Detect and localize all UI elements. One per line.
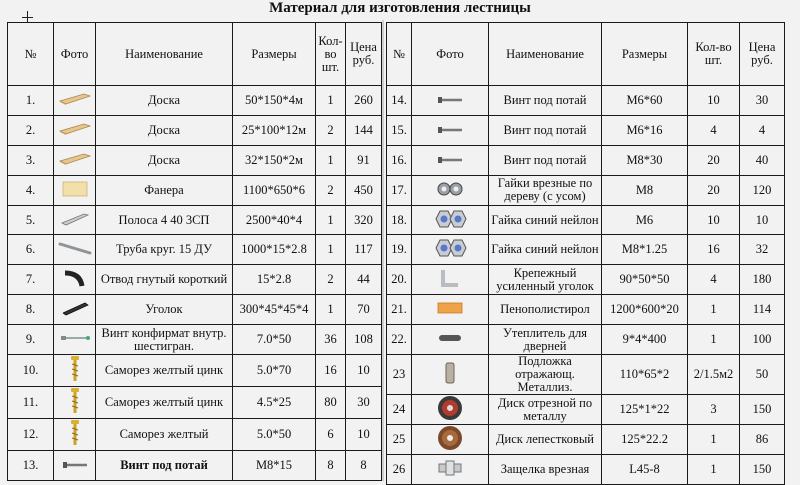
row-number: 12. (8, 419, 54, 451)
nylon-nut-icon (432, 208, 468, 233)
table-row (387, 265, 785, 295)
row-name: Гайка синий нейлон (489, 235, 602, 265)
yellow-screw-icon (68, 387, 82, 418)
row-photo (412, 295, 489, 325)
row-photo (54, 115, 96, 145)
table-row (387, 355, 785, 395)
row-name: Винт под потай (489, 145, 602, 175)
row-number: 15. (387, 115, 412, 145)
table-row (387, 235, 785, 265)
row-number: 14. (387, 86, 412, 116)
row-name: Винт под потай (96, 451, 233, 481)
row-qty: 4 (688, 115, 740, 145)
row-photo (54, 145, 96, 175)
row-name: Саморез желтый цинк (96, 355, 233, 387)
row-number: 13. (8, 451, 54, 481)
row-qty: 20 (688, 145, 740, 175)
row-photo (412, 355, 489, 395)
bolt-icon (436, 124, 464, 137)
row-number: 19. (387, 235, 412, 265)
table-row (8, 325, 382, 355)
row-number: 22. (387, 325, 412, 355)
row-price: 32 (740, 235, 785, 265)
row-price: 40 (740, 145, 785, 175)
wood-board-icon (58, 152, 92, 169)
row-size: L45-8 (602, 455, 688, 485)
row-name: Гайка синий нейлон (489, 205, 602, 235)
header-size: Размеры (233, 23, 316, 86)
latch-icon (436, 459, 464, 480)
yellow-screw-icon (68, 419, 82, 450)
row-qty: 16 (688, 235, 740, 265)
row-price: 150 (740, 395, 785, 425)
row-size: 110*65*2 (602, 355, 688, 395)
row-number: 20. (387, 265, 412, 295)
table-row (8, 387, 382, 419)
header-photo: Фото (412, 23, 489, 86)
table-row (387, 86, 785, 116)
table-row (387, 325, 785, 355)
row-number: 18. (387, 205, 412, 235)
row-size: 32*150*2м (233, 145, 316, 175)
table-row (8, 145, 382, 175)
row-photo (412, 265, 489, 295)
row-name: Отвод гнутый короткий (96, 265, 233, 295)
steel-strip-icon (60, 212, 90, 229)
row-name: Гайки врезные по дереву (с усом) (489, 175, 602, 205)
row-price: 10 (740, 205, 785, 235)
row-qty: 1 (316, 145, 346, 175)
row-photo (412, 395, 489, 425)
row-size: 125*22.2 (602, 425, 688, 455)
header-size: Размеры (602, 23, 688, 86)
row-photo (412, 205, 489, 235)
bolt-icon (436, 94, 464, 107)
row-qty: 2/1.5м2 (688, 355, 740, 395)
insert-nut-icon (435, 179, 465, 202)
row-qty: 8 (316, 451, 346, 481)
row-name: Утеплитель для дверней (489, 325, 602, 355)
header-price: Цена руб. (346, 23, 382, 86)
row-photo (54, 355, 96, 387)
row-size: M8*15 (233, 451, 316, 481)
table-row (8, 419, 382, 451)
row-photo (54, 451, 96, 481)
page-gap (382, 20, 384, 481)
row-qty: 4 (688, 265, 740, 295)
cutting-disc-icon (437, 395, 463, 424)
header-num: № (8, 23, 54, 86)
row-number: 1. (8, 86, 54, 116)
row-qty: 1 (316, 235, 346, 265)
table-row (387, 295, 785, 325)
row-photo (54, 419, 96, 451)
pipe-icon (58, 241, 92, 258)
row-photo (412, 175, 489, 205)
row-photo (54, 265, 96, 295)
row-photo (54, 235, 96, 265)
table-row (8, 235, 382, 265)
row-photo (412, 425, 489, 455)
row-size: M8*30 (602, 145, 688, 175)
row-qty: 10 (688, 205, 740, 235)
row-price: 120 (740, 175, 785, 205)
row-qty: 2 (316, 115, 346, 145)
table-row (387, 455, 785, 485)
row-size: 7.0*50 (233, 325, 316, 355)
row-photo (412, 455, 489, 485)
page-title: Материал для изготовления лестницы (269, 0, 531, 16)
row-name: Крепежный усиленный уголок (489, 265, 602, 295)
row-qty: 1 (688, 295, 740, 325)
header-num: № (387, 23, 412, 86)
table-row (8, 205, 382, 235)
row-qty: 36 (316, 325, 346, 355)
table-row (387, 425, 785, 455)
row-size: M8 (602, 175, 688, 205)
row-price: 8 (346, 451, 382, 481)
materials-table-left (7, 22, 382, 481)
row-size: M6 (602, 205, 688, 235)
row-size: 2500*40*4 (233, 205, 316, 235)
row-number: 11. (8, 387, 54, 419)
table-row (387, 175, 785, 205)
row-size: M8*1.25 (602, 235, 688, 265)
row-photo (412, 325, 489, 355)
header-row (387, 23, 785, 86)
table-row (8, 175, 382, 205)
row-price: 70 (346, 295, 382, 325)
row-qty: 2 (316, 175, 346, 205)
row-size: 5.0*70 (233, 355, 316, 387)
row-name: Доска (96, 86, 233, 116)
row-qty: 1 (316, 205, 346, 235)
table-row (8, 451, 382, 481)
header-qty: Кол-во шт. (316, 23, 346, 86)
row-price: 100 (740, 325, 785, 355)
row-qty: 3 (688, 395, 740, 425)
row-size: 4.5*25 (233, 387, 316, 419)
row-qty: 1 (316, 295, 346, 325)
row-name: Подложка отражающ. Металлиз. (489, 355, 602, 395)
header-row (8, 23, 382, 86)
row-name: Диск отрезной по металлу (489, 395, 602, 425)
table-row (387, 205, 785, 235)
row-price: 30 (346, 387, 382, 419)
row-qty: 1 (688, 325, 740, 355)
table-row (8, 295, 382, 325)
row-photo (412, 86, 489, 116)
row-price: 117 (346, 235, 382, 265)
row-qty: 16 (316, 355, 346, 387)
row-name: Труба круг. 15 ДУ (96, 235, 233, 265)
row-photo (412, 235, 489, 265)
row-price: 4 (740, 115, 785, 145)
row-qty: 1 (688, 455, 740, 485)
row-qty: 2 (316, 265, 346, 295)
nylon-nut-icon (432, 237, 468, 262)
row-name: Саморез желтый (96, 419, 233, 451)
wood-board-icon (58, 122, 92, 139)
bolt-icon (436, 154, 464, 167)
table-row (8, 265, 382, 295)
row-name: Винт под потай (489, 115, 602, 145)
row-number: 8. (8, 295, 54, 325)
row-size: 9*4*400 (602, 325, 688, 355)
foil-roll-icon (442, 361, 458, 388)
materials-table-right (386, 22, 785, 485)
header-name: Наименование (489, 23, 602, 86)
row-number: 3. (8, 145, 54, 175)
row-size: 1100*650*6 (233, 175, 316, 205)
text-cursor-tick (22, 17, 33, 18)
row-number: 24 (387, 395, 412, 425)
row-qty: 1 (688, 425, 740, 455)
row-name: Уголок (96, 295, 233, 325)
row-photo (412, 145, 489, 175)
table-row (387, 115, 785, 145)
row-price: 10 (346, 419, 382, 451)
row-photo (54, 205, 96, 235)
row-size: 1200*600*20 (602, 295, 688, 325)
row-name: Диск лепестковый (489, 425, 602, 455)
row-price: 180 (740, 265, 785, 295)
bracket-icon (439, 267, 461, 292)
row-photo (54, 387, 96, 419)
row-size: 1000*15*2.8 (233, 235, 316, 265)
row-size: 125*1*22 (602, 395, 688, 425)
row-price: 86 (740, 425, 785, 455)
table-row (8, 86, 382, 116)
row-price: 30 (740, 86, 785, 116)
angle-iron-icon (60, 300, 90, 319)
row-size: 300*45*45*4 (233, 295, 316, 325)
row-price: 260 (346, 86, 382, 116)
wood-board-icon (58, 92, 92, 109)
header-price: Цена руб. (740, 23, 785, 86)
row-number: 6. (8, 235, 54, 265)
row-name: Пенополистирол (489, 295, 602, 325)
screw-icon (59, 333, 91, 346)
pipe-elbow-icon (62, 268, 88, 291)
row-price: 114 (740, 295, 785, 325)
row-number: 5. (8, 205, 54, 235)
row-name: Защелка врезная (489, 455, 602, 485)
insulation-icon (436, 331, 464, 348)
row-price: 91 (346, 145, 382, 175)
row-qty: 1 (316, 86, 346, 116)
row-size: 50*150*4м (233, 86, 316, 116)
row-qty: 6 (316, 419, 346, 451)
row-number: 23 (387, 355, 412, 395)
row-number: 10. (8, 355, 54, 387)
flap-disc-icon (437, 425, 463, 454)
row-price: 450 (346, 175, 382, 205)
row-size: 90*50*50 (602, 265, 688, 295)
row-number: 25 (387, 425, 412, 455)
bolt-icon (61, 459, 89, 472)
plywood-icon (61, 180, 89, 201)
row-number: 16. (387, 145, 412, 175)
row-photo (54, 175, 96, 205)
row-price: 108 (346, 325, 382, 355)
table-row (387, 145, 785, 175)
table-row (8, 115, 382, 145)
row-size: 25*100*12м (233, 115, 316, 145)
row-price: 44 (346, 265, 382, 295)
header-qty: Кол-во шт. (688, 23, 740, 86)
row-number: 21. (387, 295, 412, 325)
row-price: 50 (740, 355, 785, 395)
row-price: 150 (740, 455, 785, 485)
row-size: 5.0*50 (233, 419, 316, 451)
header-photo: Фото (54, 23, 96, 86)
row-photo (412, 115, 489, 145)
row-size: M6*16 (602, 115, 688, 145)
row-name: Винт под потай (489, 86, 602, 116)
row-name: Полоса 4 40 3СП (96, 205, 233, 235)
row-number: 26 (387, 455, 412, 485)
row-name: Винт конфирмат внутр. шестигран. (96, 325, 233, 355)
row-number: 17. (387, 175, 412, 205)
header-name: Наименование (96, 23, 233, 86)
row-name: Фанера (96, 175, 233, 205)
row-price: 320 (346, 205, 382, 235)
foam-board-icon (436, 300, 464, 319)
row-price: 10 (346, 355, 382, 387)
table-row (387, 395, 785, 425)
row-name: Саморез желтый цинк (96, 387, 233, 419)
row-photo (54, 325, 96, 355)
row-number: 4. (8, 175, 54, 205)
row-name: Доска (96, 115, 233, 145)
row-qty: 20 (688, 175, 740, 205)
yellow-screw-icon (68, 355, 82, 386)
row-number: 2. (8, 115, 54, 145)
row-qty: 10 (688, 86, 740, 116)
row-name: Доска (96, 145, 233, 175)
row-price: 144 (346, 115, 382, 145)
row-size: 15*2.8 (233, 265, 316, 295)
row-photo (54, 86, 96, 116)
table-row (8, 355, 382, 387)
row-number: 9. (8, 325, 54, 355)
row-qty: 80 (316, 387, 346, 419)
row-size: M6*60 (602, 86, 688, 116)
row-number: 7. (8, 265, 54, 295)
row-photo (54, 295, 96, 325)
